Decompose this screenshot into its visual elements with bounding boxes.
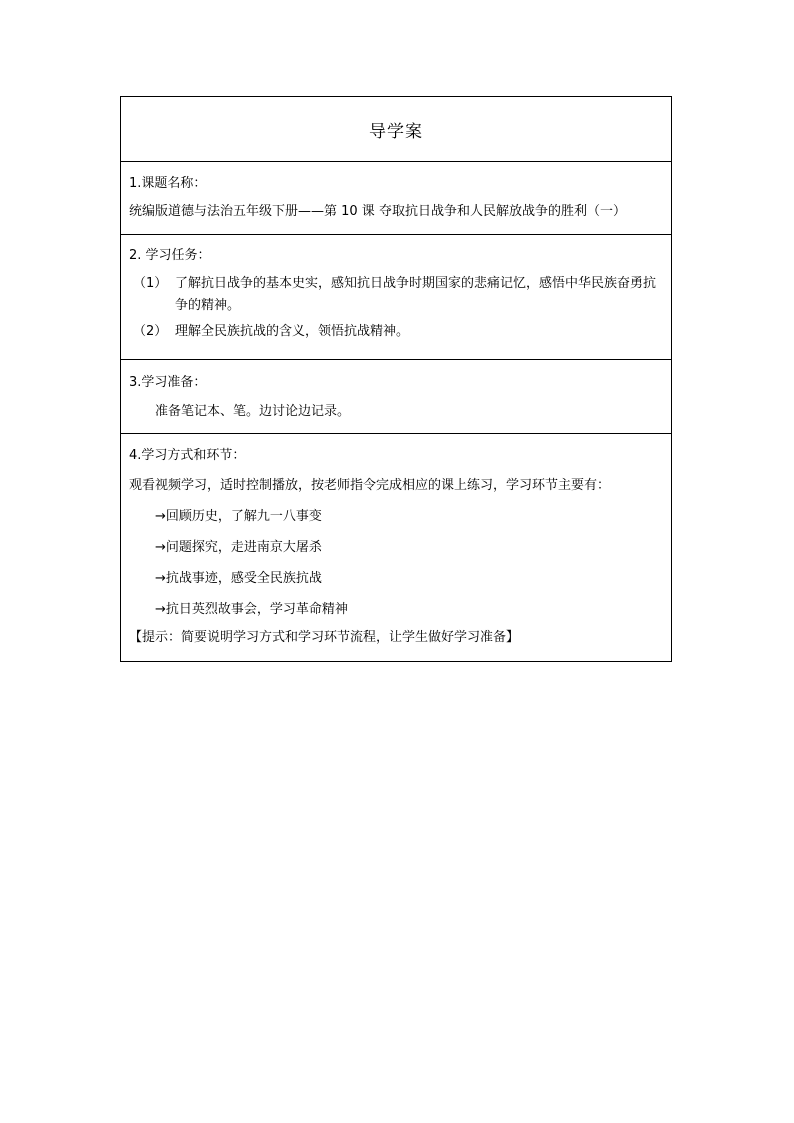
section-learning-method — [121, 433, 671, 661]
learning-step: →回顾历史，了解九一八事变 — [155, 509, 322, 524]
learning-step: →抗战事迹，感受全民族抗战 — [155, 571, 322, 586]
preparation-heading: 3.学习准备： — [129, 375, 207, 390]
title-cell — [121, 97, 671, 161]
task-number: （2） — [133, 324, 168, 339]
tip-note: 【提示：简要说明学习方式和学习环节流程，让学生做好学习准备】 — [129, 630, 520, 645]
task-number: （1） — [133, 276, 168, 291]
topic-name: 统编版道德与法治五年级下册——第 10 课 夺取抗日战争和人民解放战争的胜利（一） — [129, 204, 626, 219]
tasks-heading: 2. 学习任务： — [129, 248, 211, 263]
study-guide-table — [120, 96, 672, 662]
task-text: 理解全民族抗战的含义，领悟抗战精神。 — [175, 324, 410, 339]
method-intro: 观看视频学习，适时控制播放，按老师指令完成相应的课上练习，学习环节主要有： — [129, 478, 611, 493]
task-item — [129, 273, 663, 317]
method-heading: 4.学习方式和环节： — [129, 448, 246, 463]
task-text: 了解抗日战争的基本史实，感知抗日战争时期国家的悲痛记忆，感悟中华民族奋勇抗争的精神。 — [175, 276, 657, 313]
learning-step: →抗日英烈故事会，学习革命精神 — [155, 602, 348, 617]
learning-step: →问题探究，走进南京大屠杀 — [155, 540, 322, 555]
section-tasks — [121, 234, 671, 359]
document-title: 导学案 — [369, 121, 423, 142]
preparation-text: 准备笔记本、笔。边讨论边记录。 — [155, 404, 351, 419]
section-preparation — [121, 359, 671, 433]
task-item — [129, 321, 663, 343]
section-topic — [121, 161, 671, 234]
topic-heading: 1.课题名称： — [129, 176, 207, 191]
